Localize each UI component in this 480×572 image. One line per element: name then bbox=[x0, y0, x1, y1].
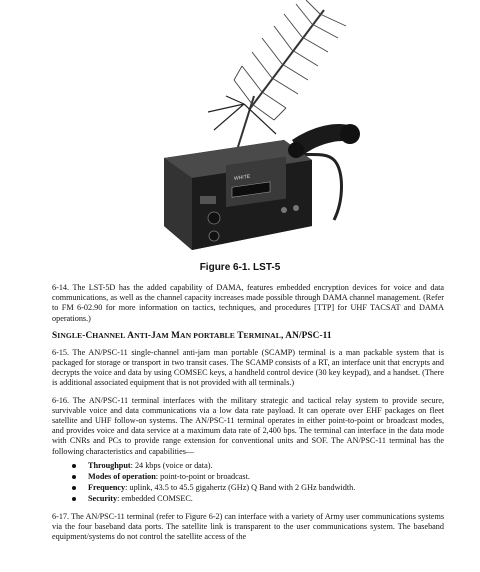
list-item: Throughput: 24 kbps (voice or data). bbox=[88, 461, 444, 471]
section-heading: SINGLE-CHANNEL ANTI-JAM MAN PORTABLE TERMINAL, AN/PSC-11 bbox=[52, 330, 332, 341]
paragraph-6-16: 6-16. The AN/PSC-11 terminal interfaces with the military strategic and tactical relay system to provide secure, survivable voice and data communications via a low data rate payload. It can operate over EHF packages on fleet satellite and UHF follow-on systems. The AN/PSC-11 terminal operates in either point-to-point or broadcast modes, and provides voice and data service at a maximum data rate of 2,400 bps. The terminal can interface in the data mode with CNRs and PCs to provide range extension for conventional units and SOF. The AN/PSC-11 terminal has the following characteristics and capabilities— bbox=[52, 395, 444, 456]
radio-body bbox=[164, 140, 312, 250]
list-item: Security: embedded COMSEC. bbox=[88, 494, 444, 504]
radio-brand-label: WHITE bbox=[234, 173, 251, 182]
page-body bbox=[52, 283, 444, 549]
list-item: Frequency: uplink, 43.5 to 45.5 gigahertz (GHz) Q Band with 2 GHz bandwidth. bbox=[88, 483, 444, 493]
paragraph-6-14: 6-14. The LST-5D has the added capability of DAMA, features embedded encryption devices for voice and data communications, as well as the channel capacity increases made possible through DAMA channel management. (Refer to FM 6-02.90 for more information on tactics, techniques, and procedures [TTP] for UHF TACSAT and DAMA operations.) bbox=[52, 283, 444, 323]
lst-5-radio-photo bbox=[134, 0, 366, 254]
paragraph-6-15: 6-15. The AN/PSC-11 single-channel anti-jam man portable (SCAMP) terminal is a man packable system that is packaged for storage or transport in two transit cases. The SCAMP consists of a RT, an interface unit that encrypts and decrypts the voice and data by using COMSEC keys, a handheld control device (30 key keypad), and a handset. (There is additional associated equipment that is not provided with all terminals.) bbox=[52, 347, 444, 388]
handset bbox=[288, 124, 360, 158]
capabilities-list bbox=[52, 461, 444, 505]
paragraph-6-17: 6-17. The AN/PSC-11 terminal (refer to Figure 6-2) can interface with a variety of Army user communications systems via the four baseband data ports. The satellite link is transparent to the user communications system. The baseband equipment/systems do not control the satellite access of the bbox=[52, 511, 444, 542]
figure-caption: Figure 6-1. LST-5 bbox=[199, 262, 281, 273]
list-item: Modes of operation: point-to-point or broadcast. bbox=[88, 472, 444, 482]
